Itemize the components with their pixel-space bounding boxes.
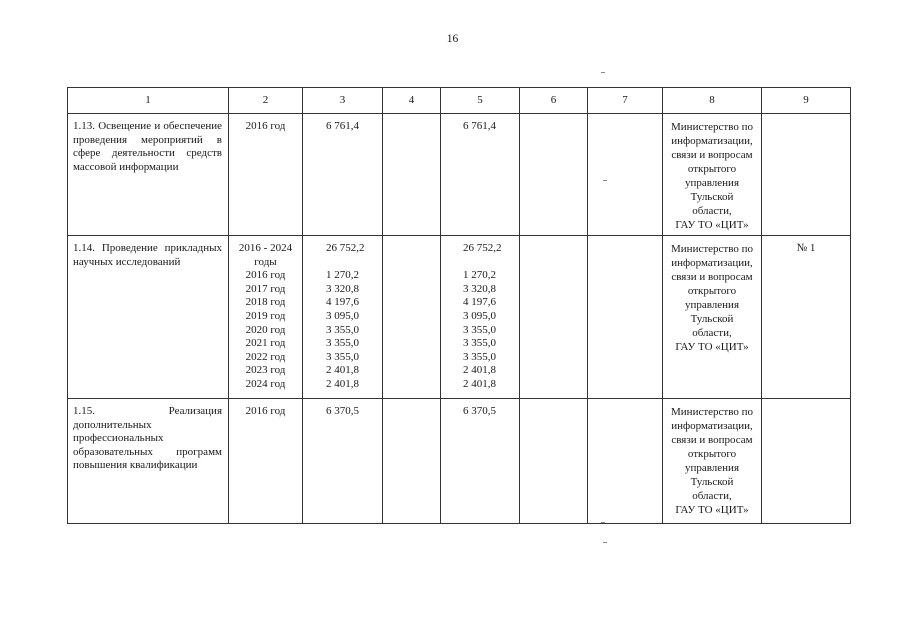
amount-line — [326, 256, 382, 270]
amount-col3 — [303, 399, 383, 524]
responsible-line: Тульской — [690, 191, 734, 203]
responsible-line: связи и вопросам — [671, 149, 753, 161]
amount-line: 6 370,5 — [326, 405, 359, 417]
responsible-line: Министерство по — [671, 121, 753, 133]
amount-line: 3 355,0 — [463, 323, 496, 336]
scan-mark — [603, 180, 607, 181]
amount-line: 6 761,4 — [326, 120, 359, 132]
amount-col6 — [520, 399, 588, 524]
responsible-line: информатизации, — [671, 420, 753, 432]
amount-line: 3 355,0 — [463, 337, 496, 350]
amount-line: 3 320,8 — [326, 282, 359, 295]
amount-col5 — [441, 114, 520, 236]
amount-line: 1 270,2 — [326, 269, 359, 282]
amount-line: 2 401,8 — [463, 364, 496, 377]
amount-line: 4 197,6 — [463, 296, 496, 309]
period-line: 2019 год — [245, 309, 286, 322]
period-cell — [229, 236, 303, 399]
amount-line: 2 401,8 — [326, 364, 359, 377]
responsible-line: информатизации, — [671, 135, 753, 147]
amount-col5 — [441, 236, 520, 399]
period-line: 2018 год — [245, 296, 286, 309]
period-line: 2016 - 2024 — [238, 242, 293, 254]
scan-mark — [603, 542, 607, 543]
period-line: 2016 год — [245, 405, 286, 417]
amount-col6 — [520, 114, 588, 236]
amount-col3 — [303, 236, 383, 399]
period-line: 2022 год — [245, 350, 286, 363]
responsible-line: Министерство по — [671, 406, 753, 418]
activity-description: 1.13. Освещение и обеспечение проведения мероприятий в сфере деятельности средств массовой информации — [68, 114, 229, 236]
program-table — [67, 87, 851, 524]
column-header: 7 — [588, 88, 663, 114]
scan-mark — [601, 522, 605, 523]
page-number: 16 — [446, 33, 459, 45]
amount-line: 3 095,0 — [326, 309, 359, 322]
responsible-line: области, — [692, 490, 732, 502]
amount-line: 4 197,6 — [326, 296, 359, 309]
amount-line: 3 355,0 — [326, 323, 359, 336]
period-line: 2021 год — [245, 337, 286, 350]
period-line: 2016 год — [245, 120, 286, 132]
column-header: 8 — [663, 88, 762, 114]
amount-col5 — [441, 399, 520, 524]
amount-line: 2 401,8 — [326, 377, 359, 390]
responsible-line: Министерство по — [671, 243, 753, 255]
period-line: 2017 год — [245, 282, 286, 295]
activity-description: 1.14. Проведение прикладных научных исследований — [68, 236, 229, 399]
responsible-line: ГАУ ТО «ЦИТ» — [675, 504, 749, 516]
amount-line: 3 095,0 — [463, 309, 496, 322]
amount-line: 26 752,2 — [463, 242, 502, 254]
responsible-line: управления — [684, 299, 740, 311]
note-cell: № 1 — [762, 236, 851, 399]
column-header: 9 — [762, 88, 851, 114]
responsible-line: Тульской — [690, 313, 734, 325]
amount-line: 3 320,8 — [463, 282, 496, 295]
responsible-line: Тульской — [690, 476, 734, 488]
column-header: 5 — [441, 88, 520, 114]
period-line: 2024 год — [245, 377, 286, 390]
amount-col4 — [383, 399, 441, 524]
column-header: 1 — [68, 88, 229, 114]
responsible-line: связи и вопросам — [671, 271, 753, 283]
responsible-line: связи и вопросам — [671, 434, 753, 446]
responsible-line: области, — [692, 327, 732, 339]
column-header: 2 — [229, 88, 303, 114]
period-cell — [229, 114, 303, 236]
amount-col4 — [383, 236, 441, 399]
amount-col7 — [588, 399, 663, 524]
amount-col4 — [383, 114, 441, 236]
responsible-cell — [663, 399, 762, 524]
amount-col7 — [588, 236, 663, 399]
responsible-cell — [663, 236, 762, 399]
amount-line: 3 355,0 — [326, 350, 359, 363]
amount-line — [463, 256, 519, 270]
responsible-line: управления — [684, 462, 740, 474]
table-row — [68, 236, 851, 399]
scan-mark — [601, 72, 605, 73]
responsible-line: открытого — [687, 163, 737, 175]
period-line: 2016 год — [245, 269, 286, 282]
column-header: 6 — [520, 88, 588, 114]
table-row — [68, 114, 851, 236]
amount-col7 — [588, 114, 663, 236]
amount-col6 — [520, 236, 588, 399]
column-header: 3 — [303, 88, 383, 114]
column-header: 4 — [383, 88, 441, 114]
amount-col3 — [303, 114, 383, 236]
responsible-line: открытого — [687, 448, 737, 460]
period-cell — [229, 399, 303, 524]
responsible-cell — [663, 114, 762, 236]
period-line: годы — [254, 255, 277, 268]
note-cell — [762, 399, 851, 524]
responsible-line: области, — [692, 205, 732, 217]
amount-line: 2 401,8 — [463, 377, 496, 390]
amount-line: 3 355,0 — [463, 350, 496, 363]
activity-description: 1.15. Реализация дополнительных профессиональных образовательных программ повышения квалификации — [68, 399, 229, 524]
amount-line: 1 270,2 — [463, 269, 496, 282]
responsible-line: информатизации, — [671, 257, 753, 269]
period-line: 2020 год — [245, 323, 286, 336]
amount-line: 6 370,5 — [463, 405, 496, 417]
responsible-line: ГАУ ТО «ЦИТ» — [675, 219, 749, 231]
period-line: 2023 год — [245, 364, 286, 377]
amount-line: 26 752,2 — [326, 242, 365, 254]
note-cell — [762, 114, 851, 236]
amount-line: 3 355,0 — [326, 337, 359, 350]
responsible-line: открытого — [687, 285, 737, 297]
amount-line: 6 761,4 — [463, 120, 496, 132]
table-row — [68, 399, 851, 524]
responsible-line: ГАУ ТО «ЦИТ» — [675, 341, 749, 353]
responsible-line: управления — [684, 177, 740, 189]
header-row — [68, 88, 851, 114]
